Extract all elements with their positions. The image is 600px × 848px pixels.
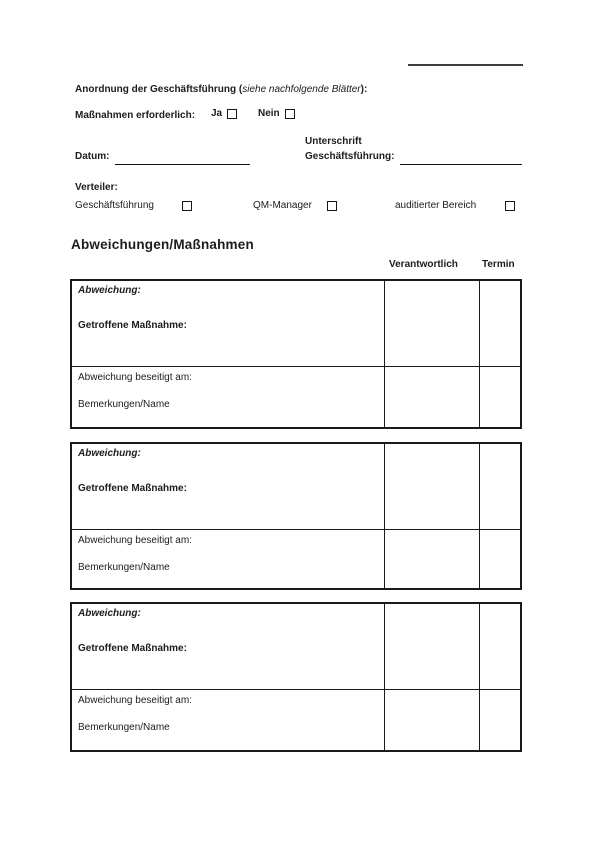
responsible-cell[interactable] [384, 689, 479, 750]
yes-checkbox[interactable] [227, 109, 237, 119]
responsible-cell[interactable] [384, 604, 479, 689]
management-order-suffix: ): [360, 84, 368, 95]
resolved-label: Abweichung beseitigt am: [78, 535, 192, 546]
measure-label: Getroffene Maßnahme: [78, 483, 187, 494]
distribution-title: Verteiler: [75, 182, 118, 193]
deadline-cell[interactable] [479, 281, 520, 366]
deviation-block-2 [70, 442, 522, 590]
date-label: Datum: [75, 151, 110, 162]
resolved-label: Abweichung beseitigt am: [78, 372, 192, 383]
deadline-cell[interactable] [479, 444, 520, 529]
measures-option-no [258, 108, 295, 119]
distribution-audited-area-checkbox[interactable] [505, 201, 515, 211]
yes-label: Ja [211, 108, 223, 119]
resolution-cell[interactable] [72, 366, 384, 427]
deviations-title: Abweichungen/Maßnahmen [71, 237, 254, 252]
header-fill-line[interactable] [408, 64, 523, 66]
resolution-cell[interactable] [72, 689, 384, 750]
column-header-responsible: Verantwortlich [389, 259, 458, 270]
date-input-line[interactable] [115, 164, 250, 165]
deviation-entry-cell[interactable] [72, 444, 384, 529]
no-label: Nein [258, 108, 280, 119]
responsible-cell[interactable] [384, 281, 479, 366]
remarks-label: Bemerkungen/Name [78, 562, 170, 573]
resolution-cell[interactable] [72, 529, 384, 588]
deviation-block-3 [70, 602, 522, 752]
signature-label-line1: Unterschrift [305, 136, 362, 147]
measures-required-label: Maßnahmen erforderlich: [75, 110, 196, 121]
distribution-item-management: Geschäftsführung [75, 200, 154, 211]
management-order-note: siehe nachfolgende Blätter [242, 84, 361, 95]
management-order-label: Anordnung der Geschäftsführung ( [75, 84, 243, 95]
responsible-cell[interactable] [384, 366, 479, 427]
responsible-cell[interactable] [384, 529, 479, 588]
distribution-management-checkbox[interactable] [182, 201, 192, 211]
remarks-label: Bemerkungen/Name [78, 722, 170, 733]
column-header-deadline: Termin [482, 259, 515, 270]
responsible-cell[interactable] [384, 444, 479, 529]
deadline-cell[interactable] [479, 366, 520, 427]
measure-label: Getroffene Maßnahme: [78, 320, 187, 331]
deviation-label: Abweichung: [78, 608, 141, 619]
distribution-qm-manager-checkbox[interactable] [327, 201, 337, 211]
management-order-line [75, 84, 367, 95]
deadline-cell[interactable] [479, 604, 520, 689]
deviation-label: Abweichung: [78, 448, 141, 459]
deviation-block-1 [70, 279, 522, 429]
measure-label: Getroffene Maßnahme: [78, 643, 187, 654]
deadline-cell[interactable] [479, 529, 520, 588]
distribution-item-audited-area: auditierter Bereich [395, 200, 477, 211]
no-checkbox[interactable] [285, 109, 295, 119]
deviation-label: Abweichung: [78, 285, 141, 296]
deviation-entry-cell[interactable] [72, 604, 384, 689]
signature-label-line2: Geschäftsführung: [305, 151, 395, 162]
signature-input-line[interactable] [400, 164, 522, 165]
deadline-cell[interactable] [479, 689, 520, 750]
remarks-label: Bemerkungen/Name [78, 399, 170, 410]
deviation-entry-cell[interactable] [72, 281, 384, 366]
measures-option-yes [211, 108, 237, 119]
resolved-label: Abweichung beseitigt am: [78, 695, 192, 706]
distribution-item-qm-manager: QM-Manager [253, 200, 312, 211]
